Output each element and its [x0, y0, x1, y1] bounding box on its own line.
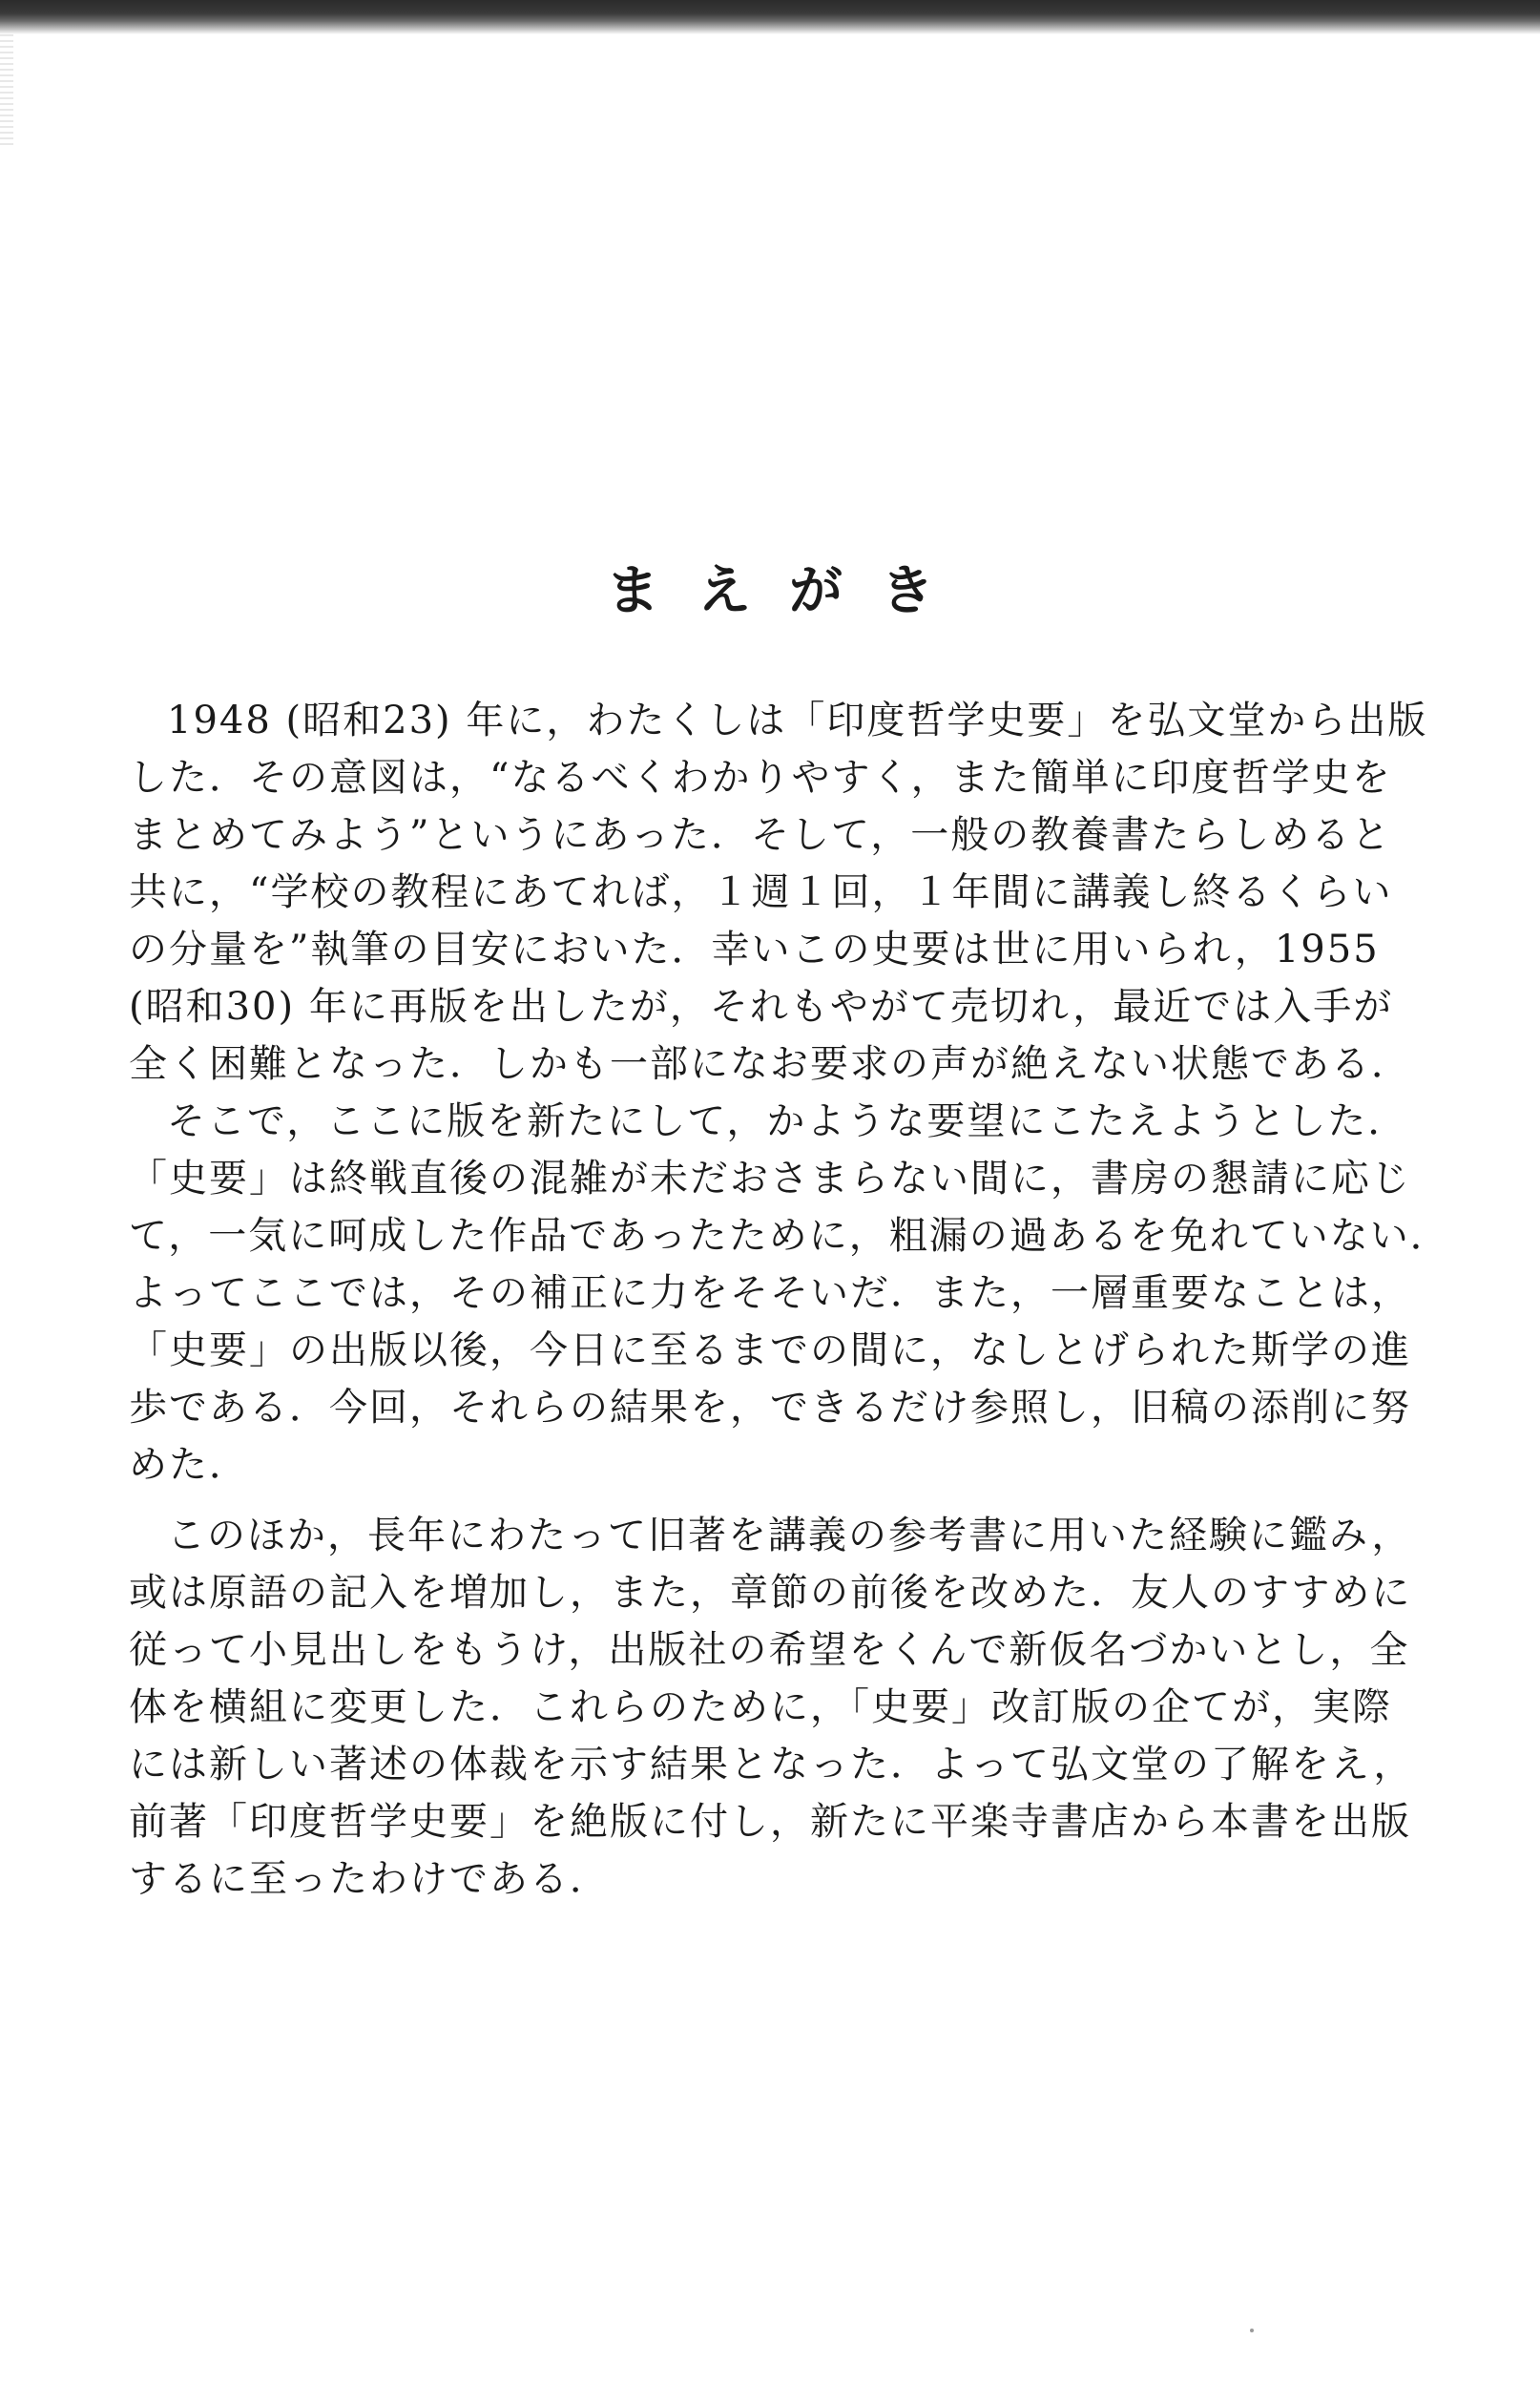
text-line: 前著「印度哲学史要」を絶版に付し，新たに平楽寺書店から本書を出版: [129, 1800, 1411, 1844]
text-line: (昭和30) 年に再版を出したが，それもやがて売切れ，最近では入手が: [129, 985, 1394, 1029]
text-line: よってここでは，その補正に力をそそいだ．また，一層重要なことは，: [129, 1271, 1411, 1315]
text-line: て，一気に呵成した作品であったために，粗漏の過あるを免れていない．: [129, 1214, 1450, 1258]
text-line: 全く困難となった．しかも一部になお要求の声が絶えない状態である．: [129, 1042, 1411, 1086]
paragraph-1: [129, 692, 1428, 1093]
paragraph-gap: [129, 1494, 1255, 1507]
text-line: まとめてみよう”というにあった．そして，一般の教養書たらしめると: [129, 813, 1392, 857]
text-line: 或は原語の記入を増加し，また，章節の前後を改めた．友人のすすめに: [129, 1571, 1412, 1615]
text-line: めた．: [129, 1443, 249, 1487]
text-line: するに至ったわけである．: [129, 1857, 610, 1901]
text-line: には新しい著述の体裁を示す結果となった．よって弘文堂の了解をえ，: [129, 1743, 1414, 1786]
text-line: 従って小見出しをもうけ，出版社の希望をくんで新仮名づかいとし，全: [129, 1628, 1410, 1672]
text-line: した．その意図は，“なるべくわかりやすく，また簡単に印度哲学史を: [129, 756, 1392, 800]
scan-speck: [1250, 2329, 1254, 2332]
text-line: 体を横組に変更した．これらのために，「史要」改訂版の企てが，実際: [129, 1685, 1392, 1729]
text-line: 共に，“学校の教程にあてれば，１週１回，１年間に講義し終るくらい: [129, 870, 1393, 914]
scan-top-edge: [0, 0, 1540, 34]
text-line: このほか，長年にわたって旧著を講義の参考書に用いた経験に鑑み，: [167, 1514, 1412, 1557]
text-line: の分量を”執筆の目安においた．幸いこの史要は世に用いられ，1955: [129, 928, 1380, 972]
text-line: 歩である．今回，それらの結果を，できるだけ参照し，旧稿の添削に努: [129, 1386, 1411, 1430]
paragraph-3: [129, 1507, 1414, 1908]
text-line: 1948 (昭和23) 年に，わたくしは「印度哲学史要」を弘文堂から出版: [167, 699, 1428, 742]
text-line: そこで，ここに版を新たにして，かような要望にこたえようとした．: [167, 1099, 1408, 1143]
page-title: まえがき: [606, 558, 972, 622]
scan-left-edge: [0, 34, 13, 149]
body-text: [129, 692, 1450, 1908]
text-line: 「史要」の出版以後，今日に至るまでの間に，なしとげられた斯学の進: [129, 1328, 1411, 1372]
paragraph-2: [129, 1093, 1450, 1494]
text-line: 「史要」は終戦直後の混雑が未だおさまらない間に，書房の懇請に応じ: [129, 1157, 1411, 1201]
